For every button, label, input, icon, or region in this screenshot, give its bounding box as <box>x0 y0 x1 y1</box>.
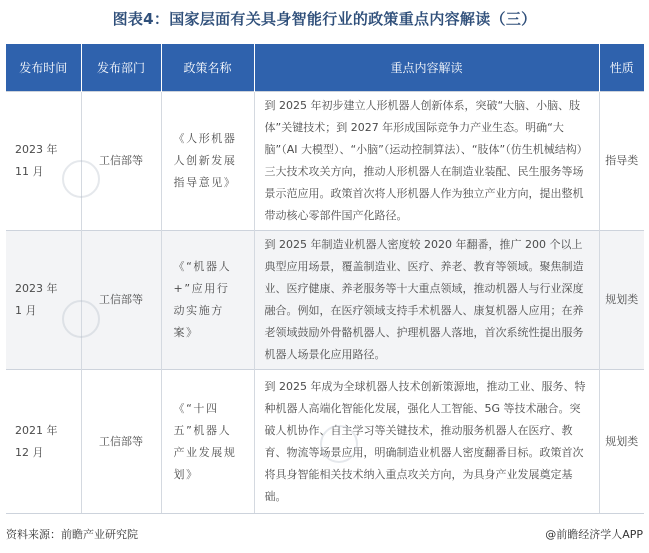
cell-policy-name: 《人形机器人创新发展指导意见》 <box>161 92 254 231</box>
credit-note: @前瞻经济学人APP <box>545 528 643 541</box>
cell-date: 2021 年 12 月 <box>6 370 81 514</box>
table-header-row <box>6 44 644 92</box>
cell-type: 规划类 <box>599 370 644 514</box>
page-title: 图表4：国家层面有关具身智能行业的政策重点内容解读（三） <box>112 10 537 28</box>
cell-date: 2023 年 1 月 <box>6 231 81 370</box>
cell-policy-name: 《“十四五”机器人产业发展规划》 <box>161 370 254 514</box>
watermark-logo-icon <box>62 160 100 198</box>
header-dept: 发布部门 <box>81 44 161 92</box>
cell-key-content: 到 2025 年初步建立人形机器人创新体系，突破“大脑、小脑、肢体”关键技术；到 2027 年形成国际竞争力产业生态。明确“大脑”（AI 大模型）、“小脑”（运动控制算法）、“肢体”（仿生机械结构）三大技术攻关方向，推动人形机器人在制造业装配、民生服务等场景示范应用。政策首次将人形机器人作为独立产业方向，提出整机带动核心零部件国产化路径。 <box>254 92 599 231</box>
header-name: 政策名称 <box>161 44 254 92</box>
header-key: 重点内容解读 <box>254 44 599 92</box>
cell-dept: 工信部等 <box>81 92 161 231</box>
table-row <box>6 92 644 231</box>
table-row <box>6 231 644 370</box>
cell-key-content: 到 2025 年成为全球机器人技术创新策源地，推动工业、服务、特种机器人高端化智能化发展，强化人工智能、5G 等技术融合。突破人机协作、自主学习等关键技术，推动服务机器人在医疗、教育、物流等场景应用，明确制造业机器人密度翻番目标。政策首次将具身智能相关技术纳入重点攻关方向，为具身产业发展奠定基础。 <box>254 370 599 514</box>
watermark-logo-icon <box>320 425 358 463</box>
header-type: 性质 <box>599 44 644 92</box>
cell-date: 2023 年 11 月 <box>6 92 81 231</box>
header-date: 发布时间 <box>6 44 81 92</box>
source-note: 资料来源：前瞻产业研究院 <box>6 528 138 541</box>
cell-dept: 工信部等 <box>81 231 161 370</box>
cell-dept: 工信部等 <box>81 370 161 514</box>
cell-type: 规划类 <box>599 231 644 370</box>
watermark-logo-icon <box>62 300 100 338</box>
cell-key-content: 到 2025 年制造业机器人密度较 2020 年翻番，推广 200 个以上典型应用场景，覆盖制造业、医疗、养老、教育等领域。聚焦制造业、医疗健康、养老服务等十大重点领域，推动机器人与行业深度融合。例如，在医疗领域支持手术机器人、康复机器人应用；在养老领域鼓励外骨骼机器人、护理机器人落地，首次系统性提出服务机器人场景化应用路径。 <box>254 231 599 370</box>
cell-policy-name: 《“机器人+”应用行动实施方案》 <box>161 231 254 370</box>
cell-type: 指导类 <box>599 92 644 231</box>
